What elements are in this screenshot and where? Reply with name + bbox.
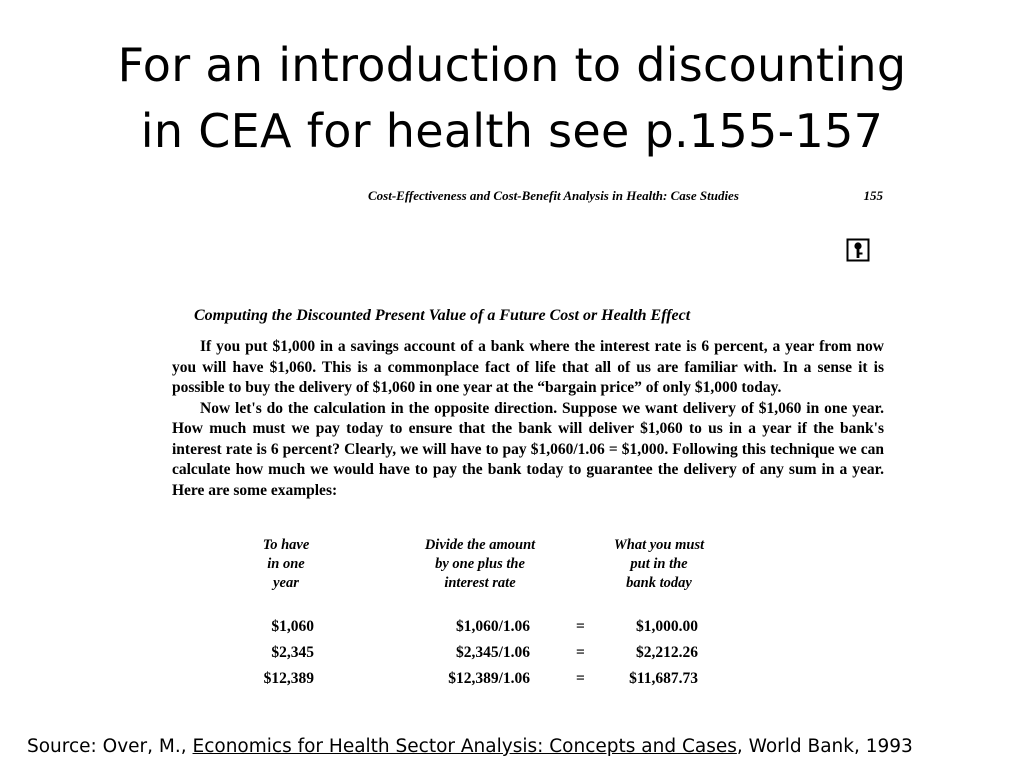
- title-line-2: in CEA for health see p.155-157: [140, 104, 884, 158]
- section-heading: Computing the Discounted Present Value of a Future Cost or Health Effect: [194, 307, 691, 324]
- cell-equals: =: [576, 644, 585, 661]
- paragraph: Now let's do the calculation in the opposite direction. Suppose we want delivery of $1,060 in one year. How much must we pay today to ensure that the bank will deliver $1,060 to us in a year if the bank's interest rate is 6 percent? Clearly, we will have to pay $1,060/1.06 = $1,000. Following this technique we can calculate how much we would have to pay the bank today to guarantee the delivery of any sum in a year. Here are some examples:: [172, 399, 884, 499]
- header-line: To have: [262, 537, 310, 553]
- header-line: by one plus the: [435, 556, 525, 572]
- body-text: [172, 337, 884, 501]
- header-line: in one: [267, 556, 305, 572]
- source-citation: [27, 736, 913, 757]
- key-icon: [846, 238, 870, 262]
- page-number: 155: [863, 188, 883, 203]
- running-head: [368, 188, 883, 204]
- book-title-link[interactable]: Economics for Health Sector Analysis: Concepts and Cases: [192, 736, 737, 757]
- table-row: [168, 618, 890, 644]
- header-line: bank today: [626, 575, 692, 591]
- header-line: year: [273, 575, 299, 591]
- header-line: What you must: [613, 537, 705, 553]
- cell-divide: $12,389/1.06: [448, 670, 530, 687]
- slide-title: [0, 32, 1024, 164]
- cell-put-in-bank: $11,687.73: [629, 670, 698, 687]
- cell-put-in-bank: $1,000.00: [636, 618, 698, 635]
- running-head-title: Cost-Effectiveness and Cost-Benefit Analysis in Health: Case Studies: [368, 188, 739, 203]
- header-line: put in the: [630, 556, 688, 572]
- source-prefix: Source: Over, M.,: [27, 736, 193, 757]
- cell-to-have: $2,345: [271, 644, 314, 661]
- title-line-1: For an introduction to discounting: [117, 38, 907, 92]
- cell-divide: $2,345/1.06: [455, 644, 530, 661]
- cell-to-have: $1,060: [271, 618, 314, 635]
- paragraph: If you put $1,000 in a savings account of a bank where the interest rate is 6 percent, a year from now you will have $1,060. This is a commonplace fact of life that all of us are familiar with. In a sense it is possible to buy the delivery of $1,060 in one year at the “bargain price” of only $1,000 today.: [172, 338, 884, 396]
- header-line: Divide the amount: [424, 537, 536, 553]
- cell-equals: =: [576, 618, 585, 635]
- book-page-scan: [168, 180, 890, 702]
- header-line: interest rate: [444, 575, 516, 591]
- cell-divide: $1,060/1.06: [455, 618, 530, 635]
- cell-to-have: $12,389: [263, 670, 314, 687]
- source-suffix: , World Bank, 1993: [736, 736, 913, 757]
- cell-put-in-bank: $2,212.26: [636, 644, 698, 661]
- column-header-divide: [400, 536, 560, 593]
- column-header-put-in-bank: [594, 536, 724, 593]
- examples-table: [168, 618, 890, 696]
- column-header-to-have: [246, 536, 326, 593]
- table-row: [168, 644, 890, 670]
- cell-equals: =: [576, 670, 585, 687]
- table-row: [168, 670, 890, 696]
